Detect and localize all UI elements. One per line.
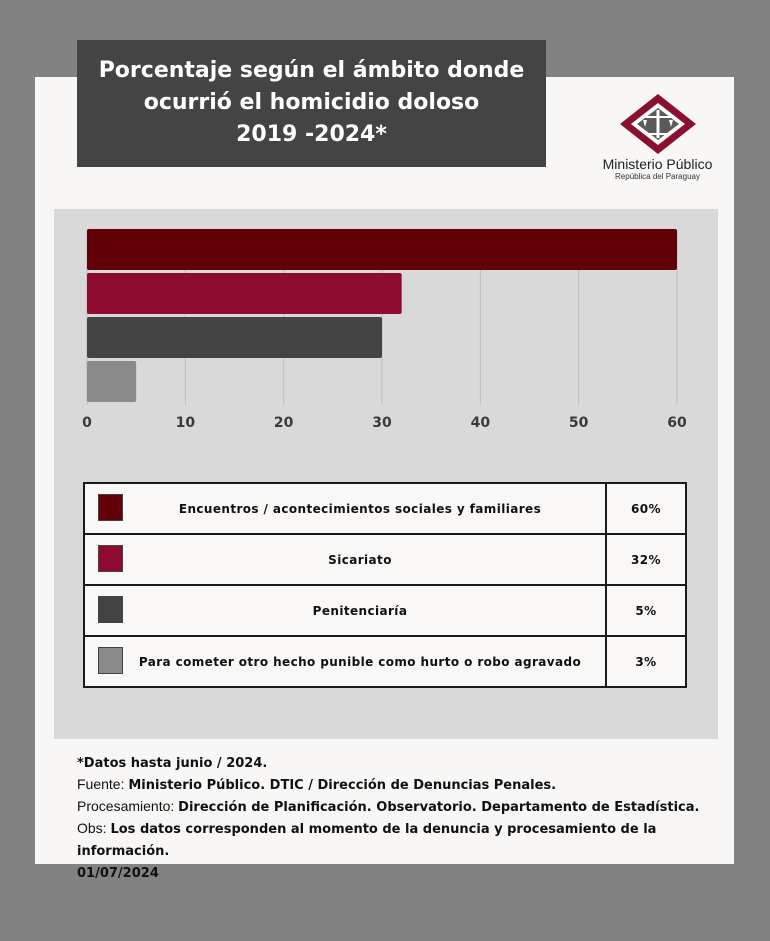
legend-cell: [84, 636, 606, 687]
footer-obs: [77, 818, 727, 862]
legend-pct: 32%: [606, 534, 686, 585]
legend-swatch: [98, 494, 123, 521]
bar: [87, 361, 136, 402]
legend-label: Encuentros / acontecimientos sociales y familiares: [178, 501, 542, 516]
legend-swatch: [98, 545, 123, 572]
x-tick-label: 60: [667, 415, 687, 431]
legend-row: [84, 534, 686, 585]
footer-fuente-label: Fuente:: [77, 776, 129, 792]
title-line-1: Porcentaje según el ámbito donde: [98, 58, 525, 83]
legend-table: [83, 482, 687, 688]
x-tick-label: 10: [175, 415, 196, 431]
legend-row: [84, 483, 686, 534]
footer-procesamiento-label: Procesamiento:: [77, 798, 179, 814]
legend-pct: 5%: [606, 585, 686, 636]
footer-fuente: [77, 774, 727, 796]
bar: [87, 229, 677, 270]
footer-obs-label: Obs:: [77, 820, 111, 836]
footer-date-text: 01/07/2024: [77, 866, 159, 881]
footer-note: [77, 752, 727, 774]
x-tick-label: 0: [82, 415, 92, 431]
bar: [87, 317, 382, 358]
footer-note-text: *Datos hasta junio / 2024.: [77, 756, 268, 771]
legend-row: [84, 636, 686, 687]
title-line-2: ocurrió el homicidio doloso: [143, 90, 480, 115]
legend-pct: 60%: [606, 483, 686, 534]
title-line-3: 2019 -2024*: [236, 122, 387, 147]
footer-procesamiento-text: Dirección de Planificación. Observatorio. Departamento de Estadística.: [178, 800, 700, 815]
legend-pct: 3%: [606, 636, 686, 687]
logo-org-name: Ministerio Público: [602, 156, 713, 172]
legend-label: Penitenciaría: [312, 603, 408, 618]
x-tick-label: 20: [273, 415, 294, 431]
legend-cell: [84, 534, 606, 585]
legend-label: Sicariato: [328, 552, 392, 567]
footer-procesamiento: [77, 796, 727, 818]
footer-obs-text: Los datos corresponden al momento de la denuncia y procesamiento de la información.: [77, 822, 657, 859]
logo-country: República del Paraguay: [615, 172, 700, 181]
footer-notes: [77, 752, 727, 884]
bar: [87, 273, 402, 314]
legend-swatch: [98, 647, 123, 674]
ministerio-logo: [590, 92, 725, 187]
title-box: [77, 40, 546, 167]
legend-cell: [84, 585, 606, 636]
footer-date: [77, 862, 727, 884]
footer-fuente-text: Ministerio Público. DTIC / Dirección de Denuncias Penales.: [128, 778, 557, 793]
scales-of-justice-icon: [616, 92, 700, 156]
bar-chart: [54, 209, 718, 439]
x-tick-label: 50: [568, 415, 589, 431]
legend-row: [84, 585, 686, 636]
legend-label: Para cometer otro hecho punible como hurto o robo agravado: [138, 654, 582, 669]
legend-swatch: [98, 596, 123, 623]
legend-cell: [84, 483, 606, 534]
x-tick-label: 30: [372, 415, 392, 431]
x-tick-label: 40: [470, 415, 491, 431]
